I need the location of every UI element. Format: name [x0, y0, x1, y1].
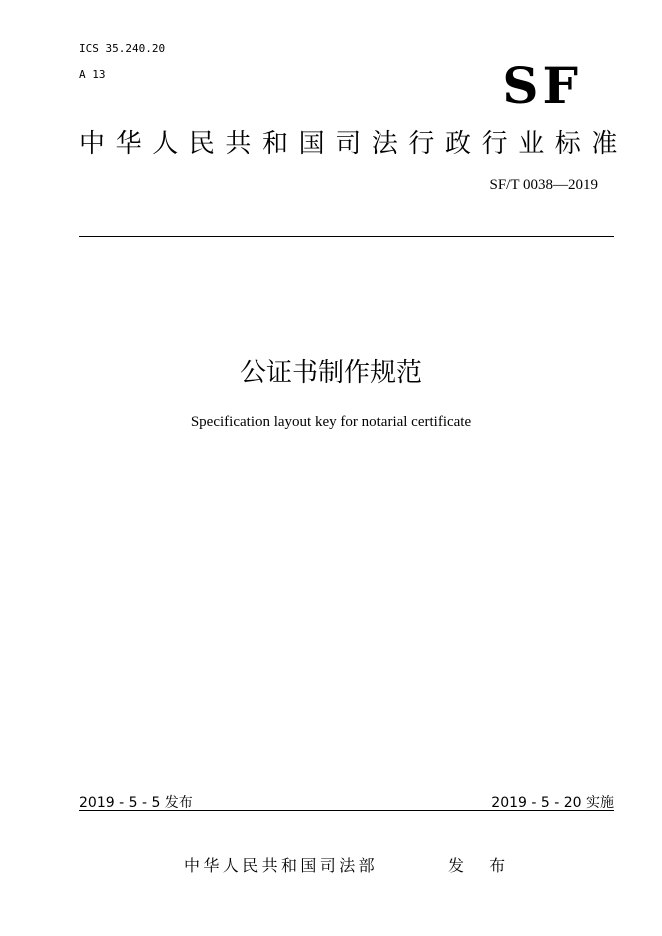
ics-code: ICS 35.240.20	[79, 42, 166, 55]
effective-date: 2019 - 5 - 20 实施	[491, 795, 614, 811]
bottom-divider	[79, 810, 614, 811]
document-title: 公证书制作规范	[239, 358, 422, 388]
standard-category: 中华人民共和国司法行政行业标准	[79, 129, 629, 159]
publish-label: 发 布	[448, 856, 516, 875]
publish-date: 2019 - 5 - 5 发布	[79, 795, 193, 811]
publisher-name: 中华人民共和国司法部	[184, 856, 379, 875]
standard-number: SF/T 0038—2019	[489, 177, 598, 193]
sf-logo: SF	[502, 56, 582, 115]
classification-code: A 13	[79, 68, 106, 81]
document-subtitle: Specification layout key for notarial certificate	[190, 414, 472, 430]
top-divider	[79, 236, 614, 237]
